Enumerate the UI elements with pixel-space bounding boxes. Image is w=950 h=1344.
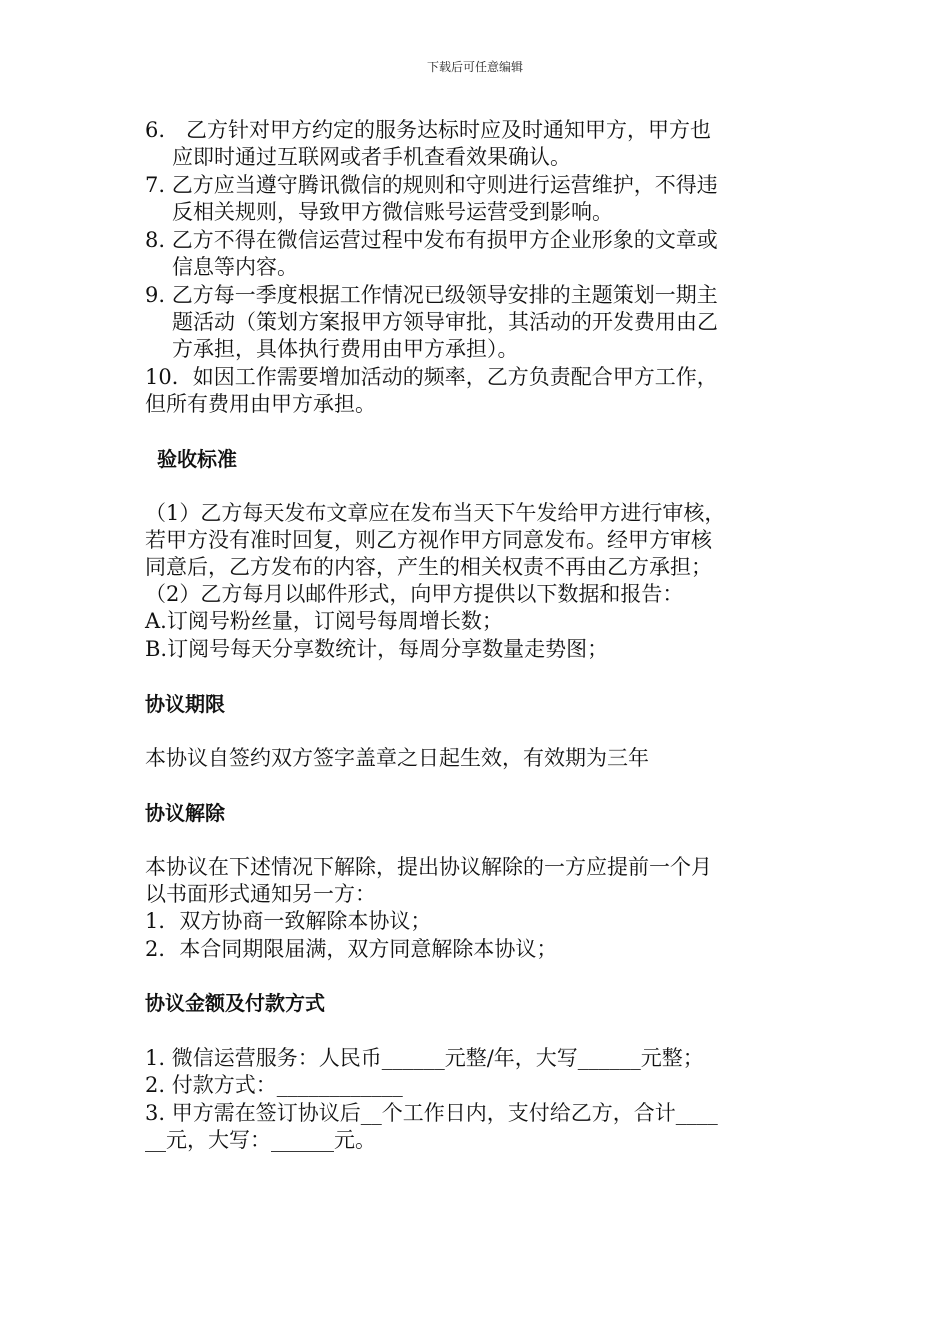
term-text: 本协议自签约双方签字盖章之日起生效，有效期为三年 <box>145 746 649 770</box>
item-8-line-1: 8. 乙方不得在微信运营过程中发布有损甲方企业形象的文章或 <box>145 228 718 252</box>
termination-line: 2．本合同期限届满，双方同意解除本协议； <box>145 937 558 961</box>
term-heading: 协议期限 <box>145 692 225 716</box>
page-header: 下载后可任意编辑 <box>426 60 523 74</box>
item-10-line-1: 10．如因工作需要增加活动的频率，乙方负责配合甲方工作， <box>145 365 718 389</box>
payment-line: __元，大写：______元。 <box>145 1128 376 1152</box>
item-9-line-2: 题活动（策划方案报甲方领导审批，其活动的开发费用由乙 <box>172 310 718 334</box>
termination-line: 本协议在下述情况下解除，提出协议解除的一方应提前一个月 <box>145 855 712 879</box>
payment-line: 3. 甲方需在签订协议后__个工作日内，支付给乙方，合计____ <box>145 1101 718 1125</box>
item-8-line-2: 信息等内容。 <box>172 255 298 279</box>
item-7-line-2: 反相关规则，导致甲方微信账号运营受到影响。 <box>172 200 613 224</box>
payment-line: 1. 微信运营服务：人民币______元整/年，大写______元整； <box>145 1046 704 1070</box>
acceptance-line: （2）乙方每月以邮件形式，向甲方提供以下数据和报告： <box>145 582 684 606</box>
acceptance-line: 若甲方没有准时回复，则乙方视作甲方同意发布。经甲方审核 <box>145 528 712 552</box>
item-6-line-1: 6. 乙方针对甲方约定的服务达标时应及时通知甲方，甲方也 <box>145 118 712 142</box>
acceptance-line: B.订阅号每天分享数统计，每周分享数量走势图； <box>145 637 609 661</box>
acceptance-heading: 验收标准 <box>157 447 237 471</box>
termination-heading: 协议解除 <box>145 801 225 825</box>
acceptance-line: （1）乙方每天发布文章应在发布当天下午发给甲方进行审核， <box>145 501 726 525</box>
item-9-line-1: 9. 乙方每一季度根据工作情况已级领导安排的主题策划一期主 <box>145 283 718 307</box>
item-7-line-1: 7. 乙方应当遵守腾讯微信的规则和守则进行运营维护，不得违 <box>145 173 718 197</box>
acceptance-line: A.订阅号粉丝量，订阅号每周增长数； <box>145 609 503 633</box>
payment-line: 2. 付款方式：____________ <box>145 1073 403 1097</box>
item-9-line-3: 方承担，具体执行费用由甲方承担）。 <box>172 337 519 361</box>
termination-line: 1．双方协商一致解除本协议； <box>145 909 432 933</box>
item-10-line-2: 但所有费用由甲方承担。 <box>145 392 376 416</box>
acceptance-line: 同意后，乙方发布的内容，产生的相关权责不再由乙方承担； <box>145 555 712 579</box>
termination-line: 以书面形式通知另一方： <box>145 882 376 906</box>
payment-heading: 协议金额及付款方式 <box>145 991 325 1015</box>
item-6-line-2: 应即时通过互联网或者手机查看效果确认。 <box>172 145 571 169</box>
